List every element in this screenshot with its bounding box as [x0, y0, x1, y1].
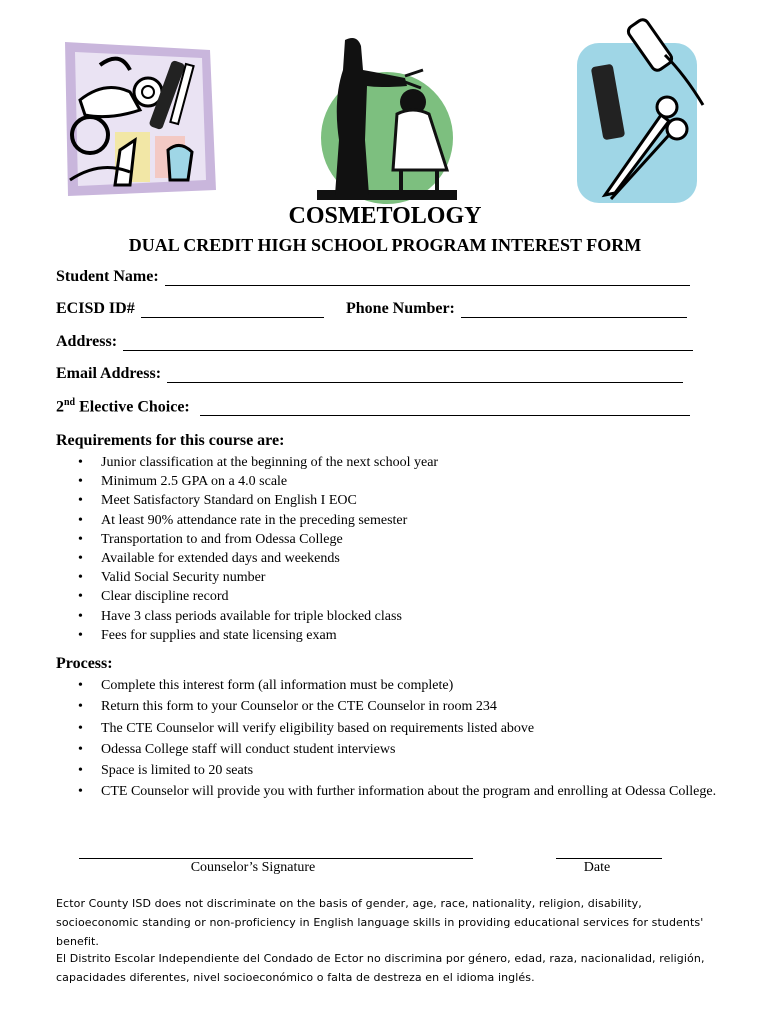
list-item: • Return this form to your Counselor or the CTE Counselor in room 234	[56, 697, 721, 716]
elective-choice-input-line[interactable]	[200, 401, 690, 416]
student-name-input-line[interactable]	[165, 271, 690, 286]
beauty-tools-clipart	[60, 40, 220, 200]
list-item: • The CTE Counselor will verify eligibility based on requirements listed above	[56, 719, 721, 738]
address-input-line[interactable]	[123, 336, 693, 351]
list-item: • Meet Satisfactory Standard on English I EOC	[56, 491, 438, 510]
email-input-line[interactable]	[167, 368, 683, 383]
list-item: • Fees for supplies and state licensing exam	[56, 626, 438, 645]
counselor-signature-line[interactable]	[79, 858, 473, 859]
ecisd-id-field	[56, 300, 324, 318]
address-label: Address:	[56, 333, 118, 350]
elective-choice-label: 2nd Elective Choice:	[56, 397, 190, 416]
scissors-comb-clipart	[575, 15, 710, 205]
student-name-field	[56, 268, 690, 286]
phone-number-input-line[interactable]	[461, 303, 687, 318]
form-subtitle: DUAL CREDIT HIGH SCHOOL PROGRAM INTEREST FORM	[128, 235, 642, 255]
list-item: • At least 90% attendance rate in the preceding semester	[56, 511, 438, 530]
list-item: • Available for extended days and weekends	[56, 549, 438, 568]
requirements-list	[56, 453, 438, 645]
process-list	[56, 676, 721, 804]
date-line[interactable]	[556, 858, 662, 859]
list-item: • Minimum 2.5 GPA on a 4.0 scale	[56, 472, 438, 491]
nondiscrimination-notice-english: Ector County ISD does not discriminate on the basis of gender, age, race, nationality, religion, disability, socioeconomic standing or non-proficiency in English language skills in providing educational services for students' benefit.	[56, 897, 704, 948]
stylist-clipart	[305, 30, 475, 205]
address-field	[56, 333, 693, 351]
email-label: Email Address:	[56, 365, 162, 382]
email-field	[56, 365, 683, 383]
list-item: • Odessa College staff will conduct student interviews	[56, 740, 721, 759]
list-item: • Transportation to and from Odessa College	[56, 530, 438, 549]
list-item: • Have 3 class periods available for triple blocked class	[56, 607, 438, 626]
list-item: • Complete this interest form (all information must be complete)	[56, 676, 721, 695]
list-item: • Clear discipline record	[56, 587, 438, 606]
elective-choice-field	[56, 397, 690, 416]
ecisd-id-label: ECISD ID#	[56, 300, 135, 317]
nondiscrimination-notice-spanish: El Distrito Escolar Independiente del Condado de Ector no discrimina por género, edad, raza, nacionalidad, religión, capacidades diferentes, nivel socioeconómico o falta de destreza en el idioma inglés.	[56, 952, 705, 984]
phone-number-field	[346, 300, 687, 318]
list-item: • Space is limited to 20 seats	[56, 761, 721, 780]
requirements-heading: Requirements for this course are:	[56, 432, 285, 449]
counselor-signature-label: Counselor’s Signature	[190, 860, 316, 875]
list-item: • Valid Social Security number	[56, 568, 438, 587]
phone-number-label: Phone Number:	[346, 300, 455, 317]
student-name-label: Student Name:	[56, 268, 159, 285]
list-item: • Junior classification at the beginning of the next school year	[56, 453, 438, 472]
page-title: COSMETOLOGY	[288, 203, 482, 229]
ecisd-id-input-line[interactable]	[141, 303, 324, 318]
date-label: Date	[583, 860, 611, 875]
process-heading: Process:	[56, 655, 113, 672]
list-item: • CTE Counselor will provide you with further information about the program and enrolling at Odessa College.	[56, 782, 721, 801]
